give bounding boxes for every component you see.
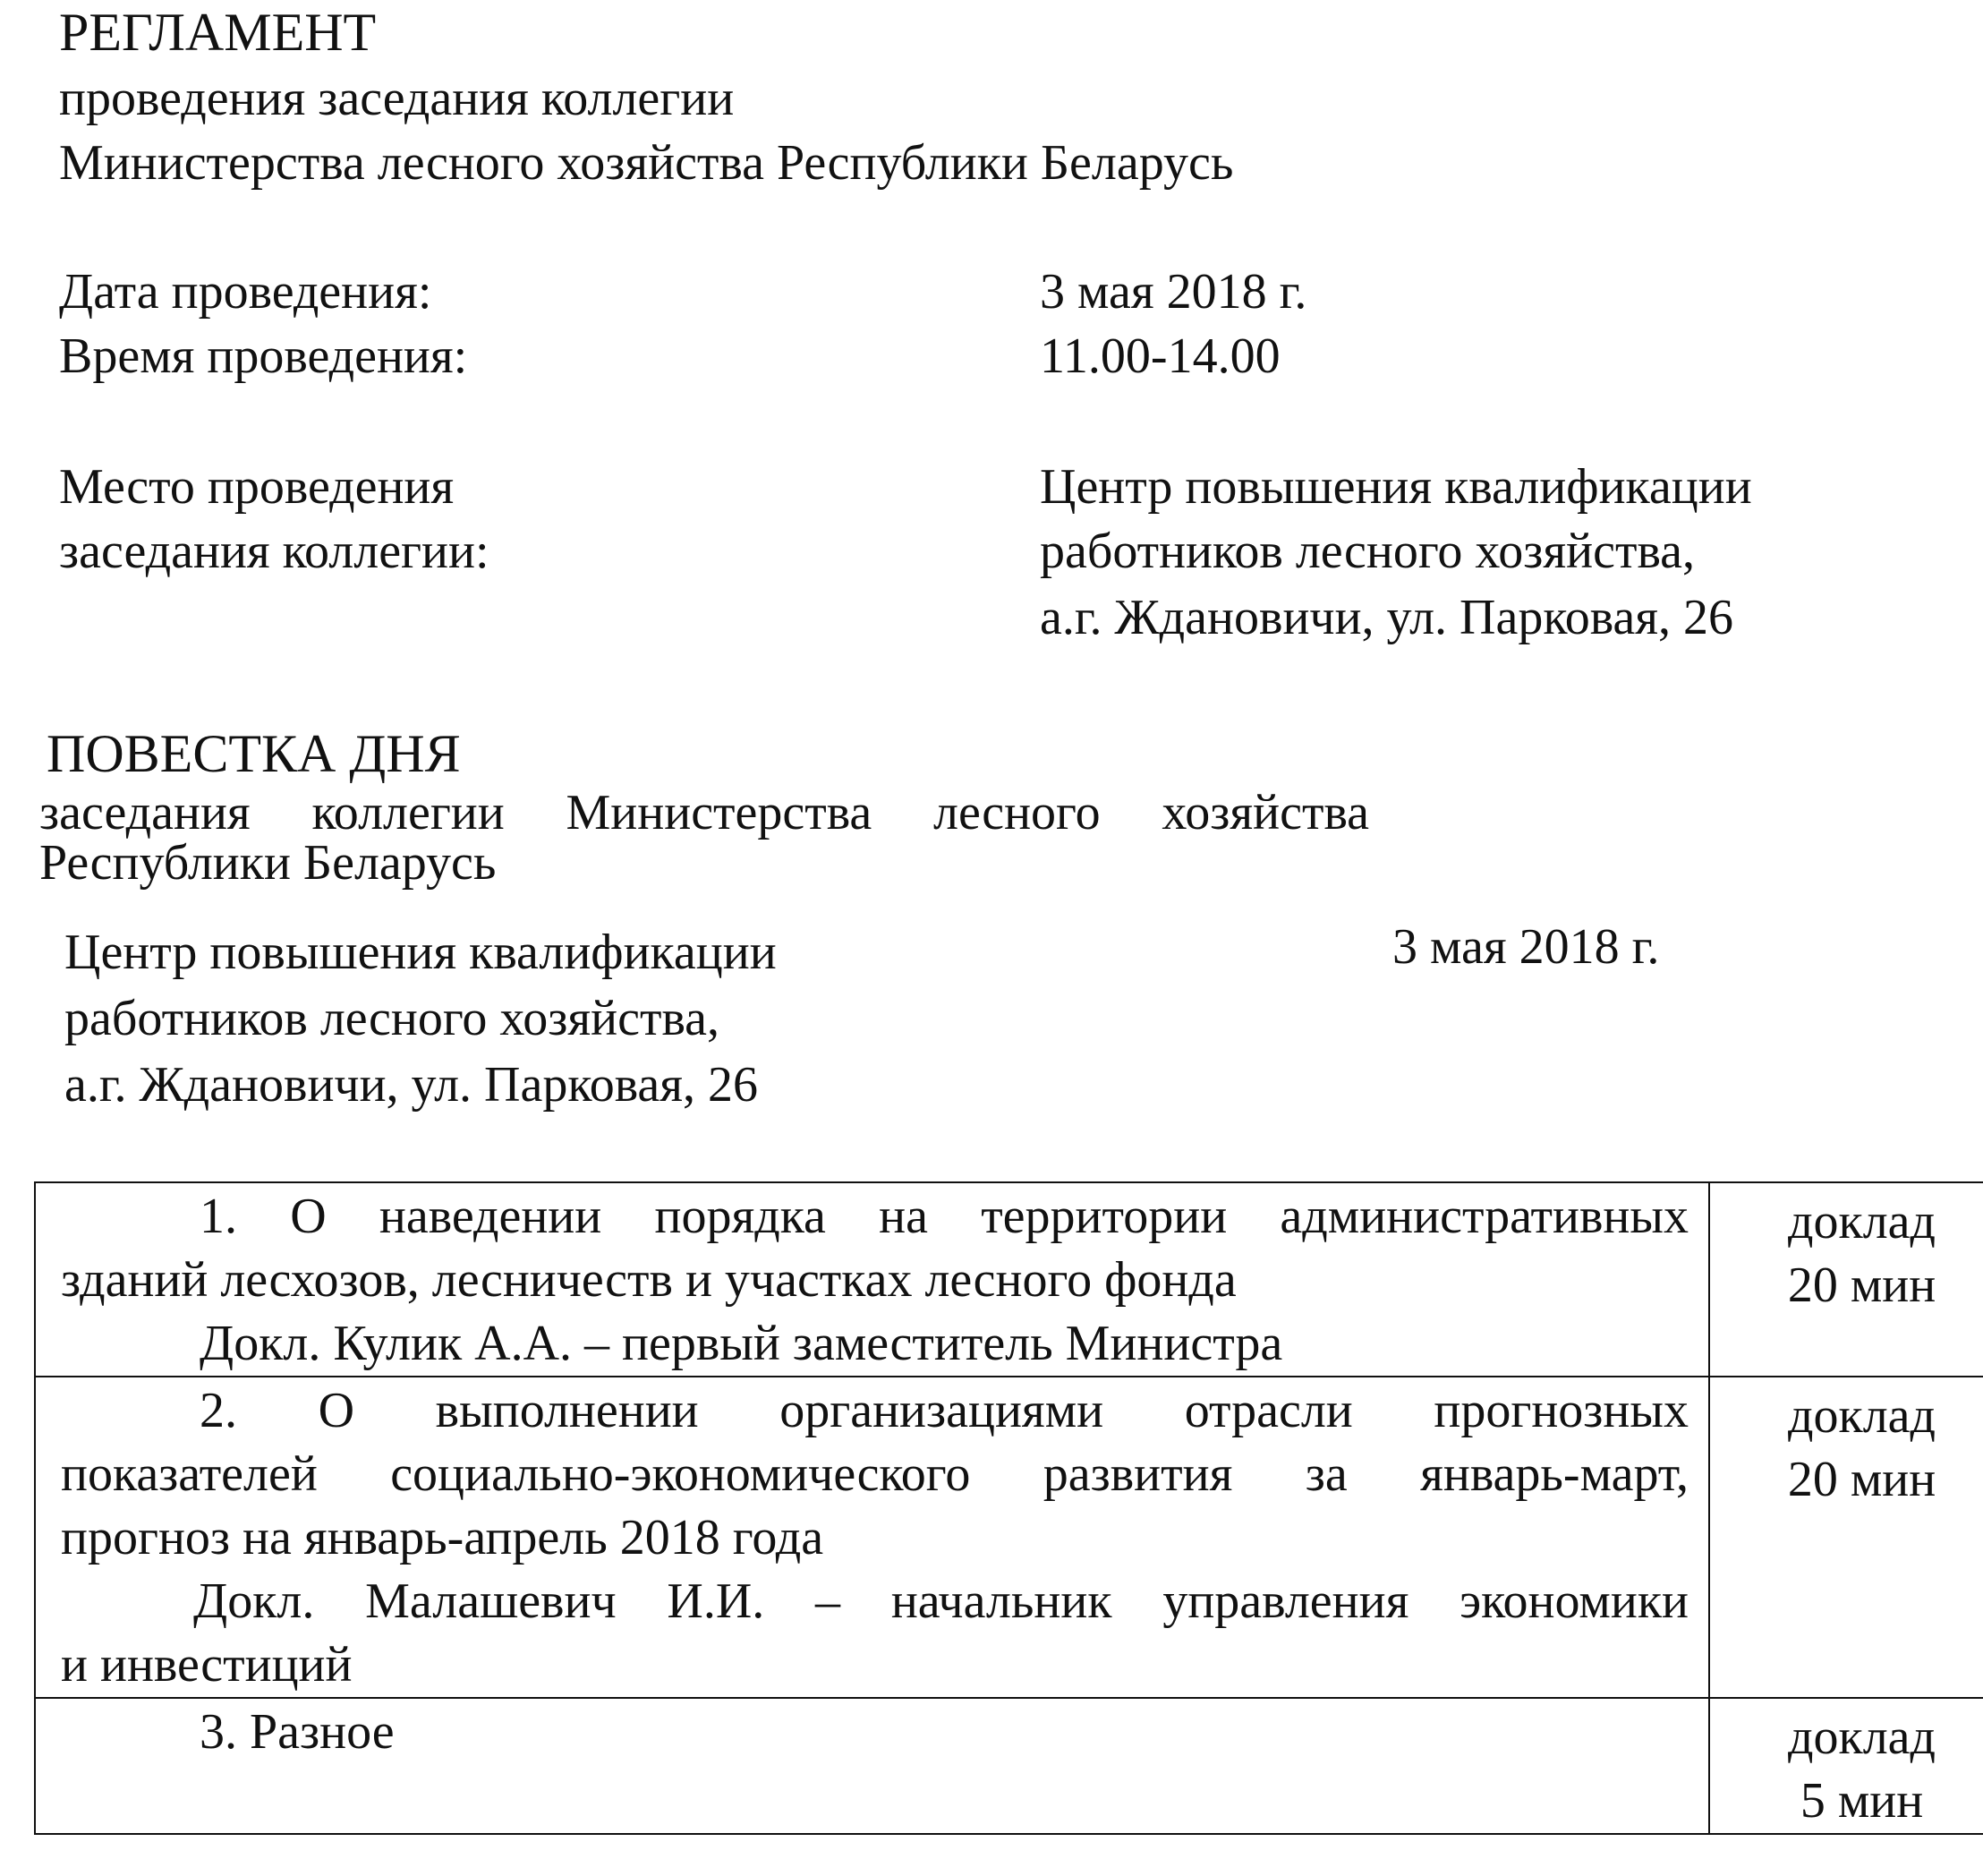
- agenda-title: ПОВЕСТКА ДНЯ: [47, 724, 461, 783]
- agenda-item-topic: [35, 1698, 1709, 1834]
- date-label: Дата проведения:: [59, 264, 432, 320]
- agenda-table: [34, 1181, 1983, 1835]
- reglament-subtitle-line2: Министерства лесного хозяйства Республики Беларусь: [59, 135, 1234, 191]
- duration-time: 20 мин: [1787, 1258, 1936, 1313]
- agenda-item-line: и инвестиций: [61, 1637, 353, 1693]
- duration-type: доклад: [1788, 1710, 1936, 1765]
- agenda-item-line: прогноз на январь-апрель 2018 года: [61, 1510, 824, 1565]
- duration-type: доклад: [1788, 1194, 1936, 1249]
- place-value-line1: Центр повышения квалификации: [1040, 459, 1752, 515]
- agenda-date: 3 мая 2018 г.: [1392, 919, 1660, 975]
- reglament-subtitle-line1: проведения заседания коллегии: [59, 71, 735, 126]
- duration-time: 20 мин: [1787, 1452, 1936, 1507]
- reglament-title: РЕГЛАМЕНТ: [59, 3, 377, 62]
- agenda-item-speaker: Докл. Кулик А.А. – первый заместитель Министра: [200, 1316, 1283, 1371]
- place-label-line1: Место проведения: [59, 459, 455, 515]
- agenda-item-speaker: Докл. Малашевич И.И. – начальник управления экономики: [193, 1573, 1689, 1629]
- agenda-item-duration: [1709, 1182, 1983, 1377]
- agenda-place-line1: Центр повышения квалификации: [64, 925, 777, 980]
- duration-time: 5 мин: [1800, 1773, 1924, 1829]
- agenda-item-topic: [35, 1182, 1709, 1377]
- agenda-place-line2: работников лесного хозяйства,: [64, 991, 720, 1046]
- duration-type: доклад: [1788, 1388, 1936, 1444]
- time-value: 11.00-14.00: [1040, 328, 1281, 384]
- agenda-item-row: [35, 1377, 1983, 1698]
- agenda-item-duration: [1709, 1377, 1983, 1698]
- agenda-subtitle-line1: заседания коллегии Министерства лесного хозяйства: [39, 785, 1369, 840]
- agenda-item-line: 2. О выполнении организациями отрасли прогнозных: [200, 1383, 1689, 1438]
- place-label-line2: заседания коллегии:: [59, 524, 489, 579]
- agenda-item-row: [35, 1698, 1983, 1834]
- date-value: 3 мая 2018 г.: [1040, 264, 1307, 320]
- agenda-item-line: зданий лесхозов, лесничеств и участках лесного фонда: [61, 1252, 1237, 1308]
- agenda-subtitle-line2: Республики Беларусь: [39, 835, 497, 891]
- time-label: Время проведения:: [59, 328, 468, 384]
- agenda-item-line: 3. Разное: [200, 1704, 395, 1760]
- agenda-place-line3: а.г. Ждановичи, ул. Парковая, 26: [64, 1057, 759, 1113]
- agenda-item-topic: [35, 1377, 1709, 1698]
- agenda-item-row: [35, 1182, 1983, 1377]
- agenda-item-line: показателей социально-экономического развития за январь-март,: [61, 1446, 1689, 1502]
- place-value-line2: работников лесного хозяйства,: [1040, 524, 1696, 579]
- agenda-item-duration: [1709, 1698, 1983, 1834]
- place-value-line3: а.г. Ждановичи, ул. Парковая, 26: [1040, 590, 1734, 645]
- agenda-item-line: 1. О наведении порядка на территории административных: [200, 1189, 1689, 1244]
